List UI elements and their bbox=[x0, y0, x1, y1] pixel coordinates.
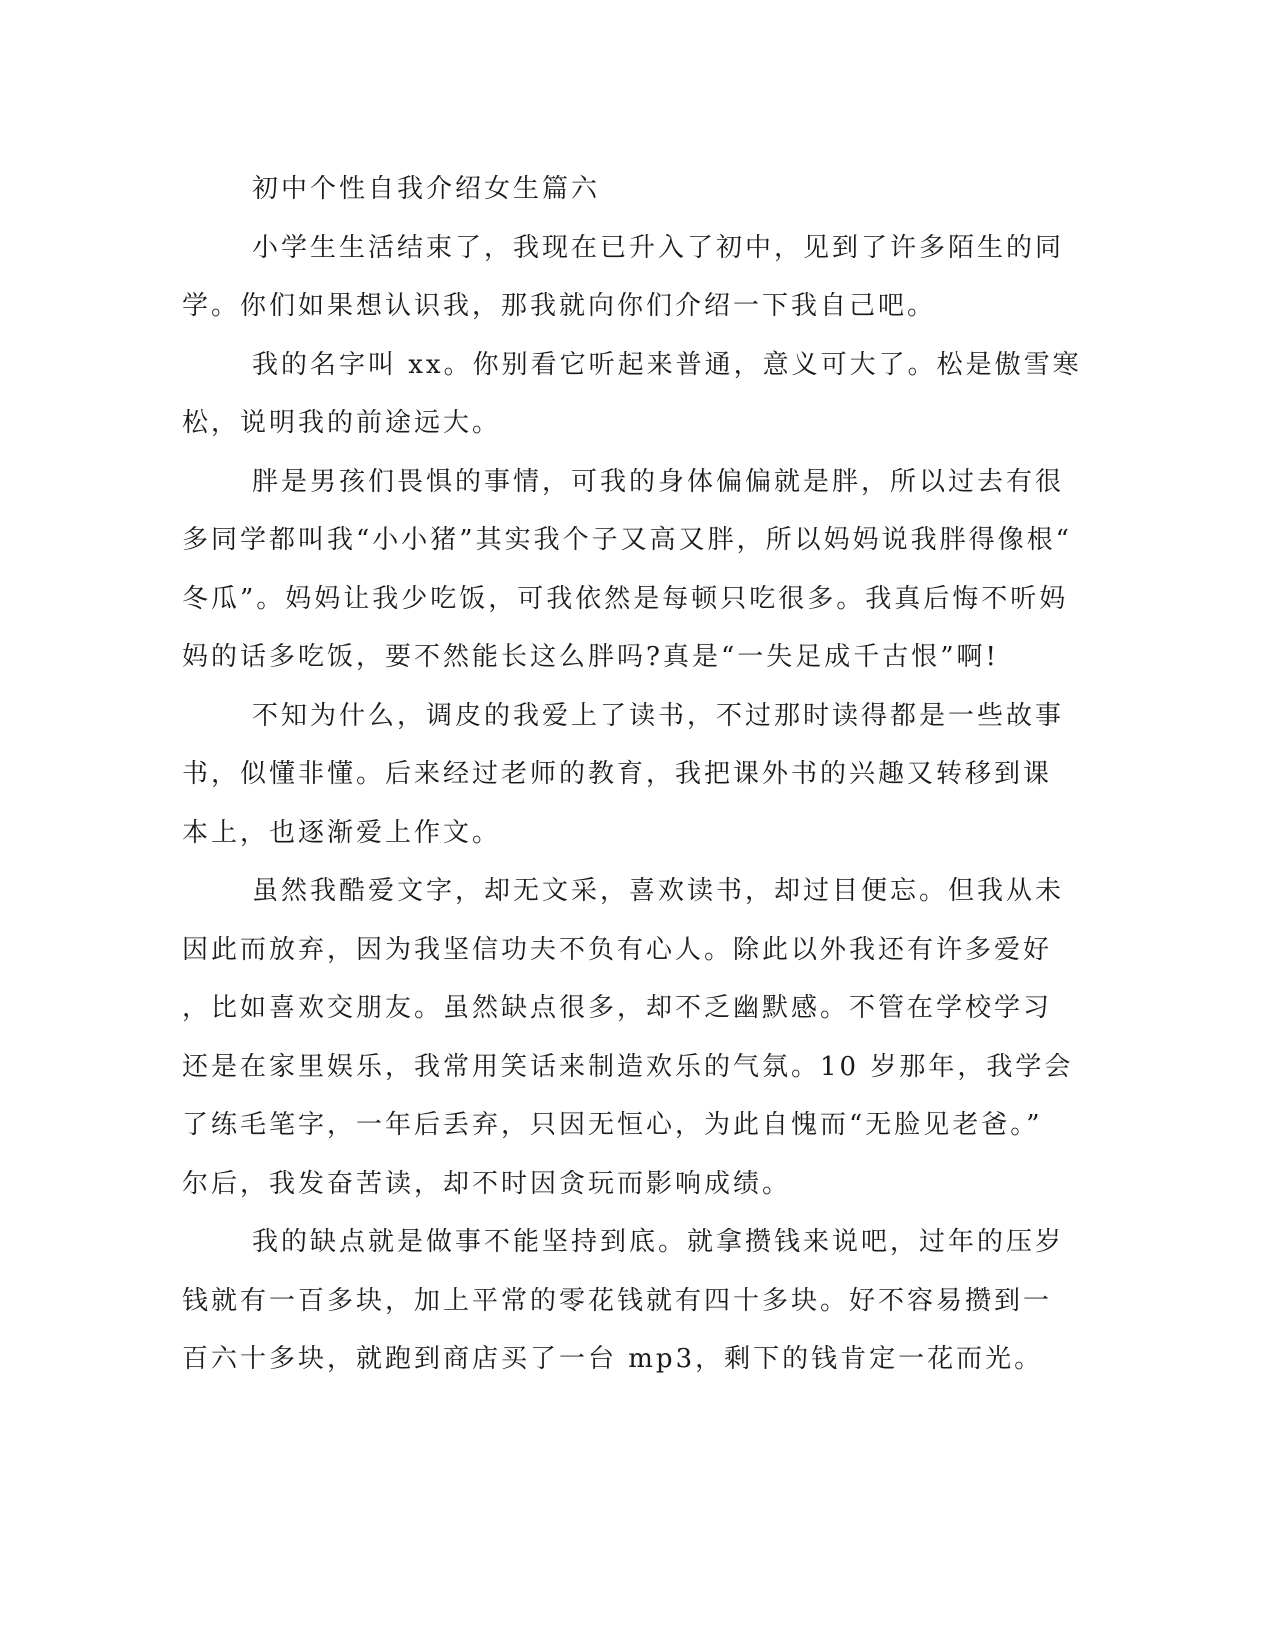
text-line: 我的缺点就是做事不能坚持到底。就拿攒钱来说吧，过年的压岁 bbox=[252, 1227, 1065, 1257]
text-line: 了练毛笔字，一年后丢弃，只因无恒心，为此自愧而“无脸见老爸。” bbox=[182, 1110, 1043, 1140]
text-line: 不知为什么，调皮的我爱上了读书，不过那时读得都是一些故事 bbox=[252, 700, 1065, 731]
text-line: 学。你们如果想认识我，那我就向你们介绍一下我自己吧。 bbox=[182, 291, 937, 321]
text-line: 本上，也逐渐爱上作文。 bbox=[182, 817, 502, 848]
text-line: 虽然我酷爱文字，却无文采，喜欢读书，却过目便忘。但我从未 bbox=[252, 876, 1065, 906]
text-line: 妈的话多吃饭，要不然能长这么胖吗?真是“一失足成千古恨”啊! bbox=[182, 642, 999, 672]
text-line: 百六十多块，就跑到商店买了一台 mp3，剩下的钱肯定一花而光。 bbox=[182, 1344, 1044, 1374]
text-line: 多同学都叫我“小小猪”其实我个子又高又胖，所以妈妈说我胖得像根“ bbox=[182, 525, 1072, 555]
document-title: 初中个性自我介绍女生篇六 bbox=[252, 174, 601, 204]
text-line: 冬瓜”。妈妈让我少吃饭，可我依然是每顿只吃很多。我真后悔不听妈 bbox=[182, 583, 1069, 614]
text-line: 还是在家里娱乐，我常用笑话来制造欢乐的气氛。10 岁那年，我学会 bbox=[182, 1051, 1074, 1082]
text-line: 我的名字叫 xx。你别看它听起来普通，意义可大了。松是傲雪寒 bbox=[252, 349, 1082, 380]
text-line: 因此而放弃，因为我坚信功夫不负有心人。除此以外我还有许多爱好 bbox=[182, 934, 1053, 965]
text-line: 书，似懂非懂。后来经过老师的教育，我把课外书的兴趣又转移到课 bbox=[182, 759, 1053, 789]
text-line: 尔后，我发奋苦读，却不时因贪玩而影响成绩。 bbox=[182, 1168, 792, 1199]
text-line: 胖是男孩们畏惧的事情，可我的身体偏偏就是胖，所以过去有很 bbox=[252, 466, 1065, 497]
text-line: 松，说明我的前途远大。 bbox=[182, 408, 502, 438]
text-line: 小学生生活结束了，我现在已升入了初中，见到了许多陌生的同 bbox=[252, 232, 1065, 263]
text-line: ，比如喜欢交朋友。虽然缺点很多，却不乏幽默感。不管在学校学习 bbox=[182, 993, 1053, 1023]
text-line: 钱就有一百多块，加上平常的零花钱就有四十多块。好不容易攒到一 bbox=[182, 1285, 1053, 1316]
document-body bbox=[182, 160, 1082, 1389]
